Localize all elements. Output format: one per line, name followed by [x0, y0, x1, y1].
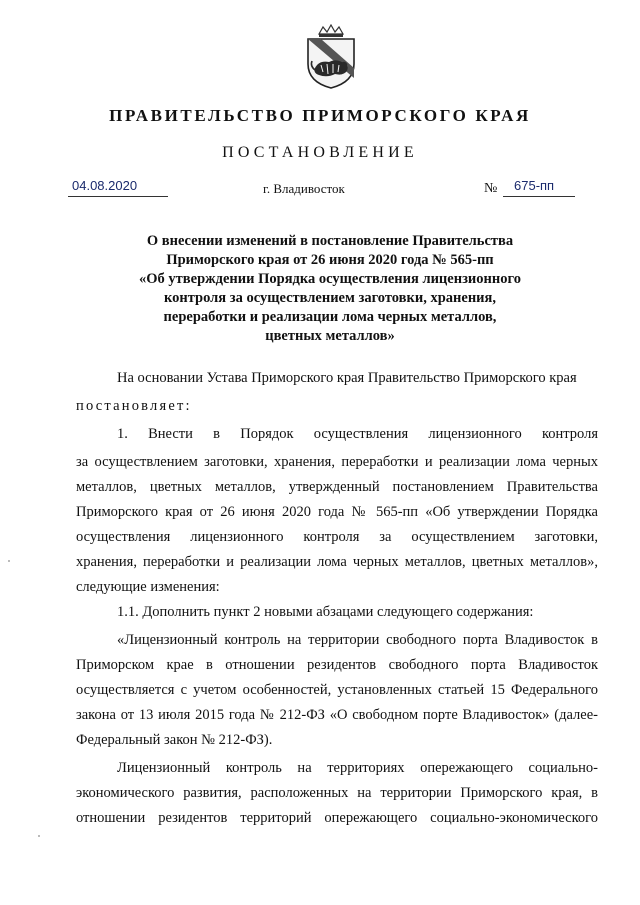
heading-line: «Об утверждении Порядка осуществления лицензионного	[139, 271, 521, 287]
primorsky-coat-of-arms-icon	[299, 24, 363, 90]
document-number: 675-пп	[514, 178, 555, 193]
body-line: 1.1. Дополнить пункт 2 новыми абзацами следующего содержания:	[117, 604, 534, 620]
heading-line: Приморского края от 26 июня 2020 года № 565-пп	[166, 252, 494, 268]
date-underline	[68, 196, 168, 197]
body-line: На основании Устава Приморского края Правительство Приморского края	[117, 370, 577, 386]
body-line: постановляет:	[76, 398, 192, 414]
body-line: экономического развития, расположенных на территории Приморского края, в	[76, 785, 598, 801]
body-line: металлов, цветных металлов, утвержденный постановлением Правительства	[76, 479, 598, 495]
body-line: хранения, переработки и реализации лома черных металлов, цветных металлов»,	[76, 554, 598, 570]
number-underline	[503, 196, 575, 197]
body-line: Приморском крае в отношении резидентов свободного порта Владивосток	[76, 657, 598, 673]
body-line: Приморского края от 26 июня 2020 года № 565-пп «Об утверждении Порядка	[76, 504, 598, 520]
heading-line: цветных металлов»	[265, 328, 395, 344]
document-date: 04.08.2020	[72, 178, 138, 193]
body-line: осуществляется с учетом особенностей, установленных статьей 15 Федерального	[76, 682, 598, 698]
scan-artifact	[8, 560, 10, 562]
body-line: следующие изменения:	[76, 579, 220, 595]
body-line: «Лицензионный контроль на территории свободного порта Владивосток в	[117, 632, 598, 648]
heading-line: контроля за осуществлением заготовки, хранения,	[163, 290, 496, 306]
document-heading	[100, 232, 560, 346]
number-sign: №	[484, 181, 498, 196]
document-type: ПОСТАНОВЛЕНИЕ	[222, 144, 418, 161]
body-line: осуществления лицензионного контроля за осуществлением заготовки,	[76, 529, 598, 545]
government-name: ПРАВИТЕЛЬСТВО ПРИМОРСКОГО КРАЯ	[109, 106, 531, 125]
scan-artifact	[38, 835, 40, 837]
body-line: за осуществлением заготовки, хранения, переработки и реализации лома черных	[76, 454, 598, 470]
body-line: Лицензионный контроль на территориях опережающего социально-	[117, 760, 598, 776]
heading-line: О внесении изменений в постановление Правительства	[146, 233, 514, 249]
document-city: г. Владивосток	[263, 181, 345, 196]
body-line: отношении резидентов территорий опережающего социально-экономического	[76, 810, 598, 826]
body-line: закона от 13 июля 2015 года № 212-ФЗ «О свободном порте Владивосток» (далее-	[76, 707, 598, 723]
heading-line: переработки и реализации лома черных металлов,	[163, 309, 497, 325]
body-line: Федеральный закон № 212-ФЗ).	[76, 732, 273, 748]
body-line: 1. Внести в Порядок осуществления лицензионного контроля	[117, 426, 598, 442]
